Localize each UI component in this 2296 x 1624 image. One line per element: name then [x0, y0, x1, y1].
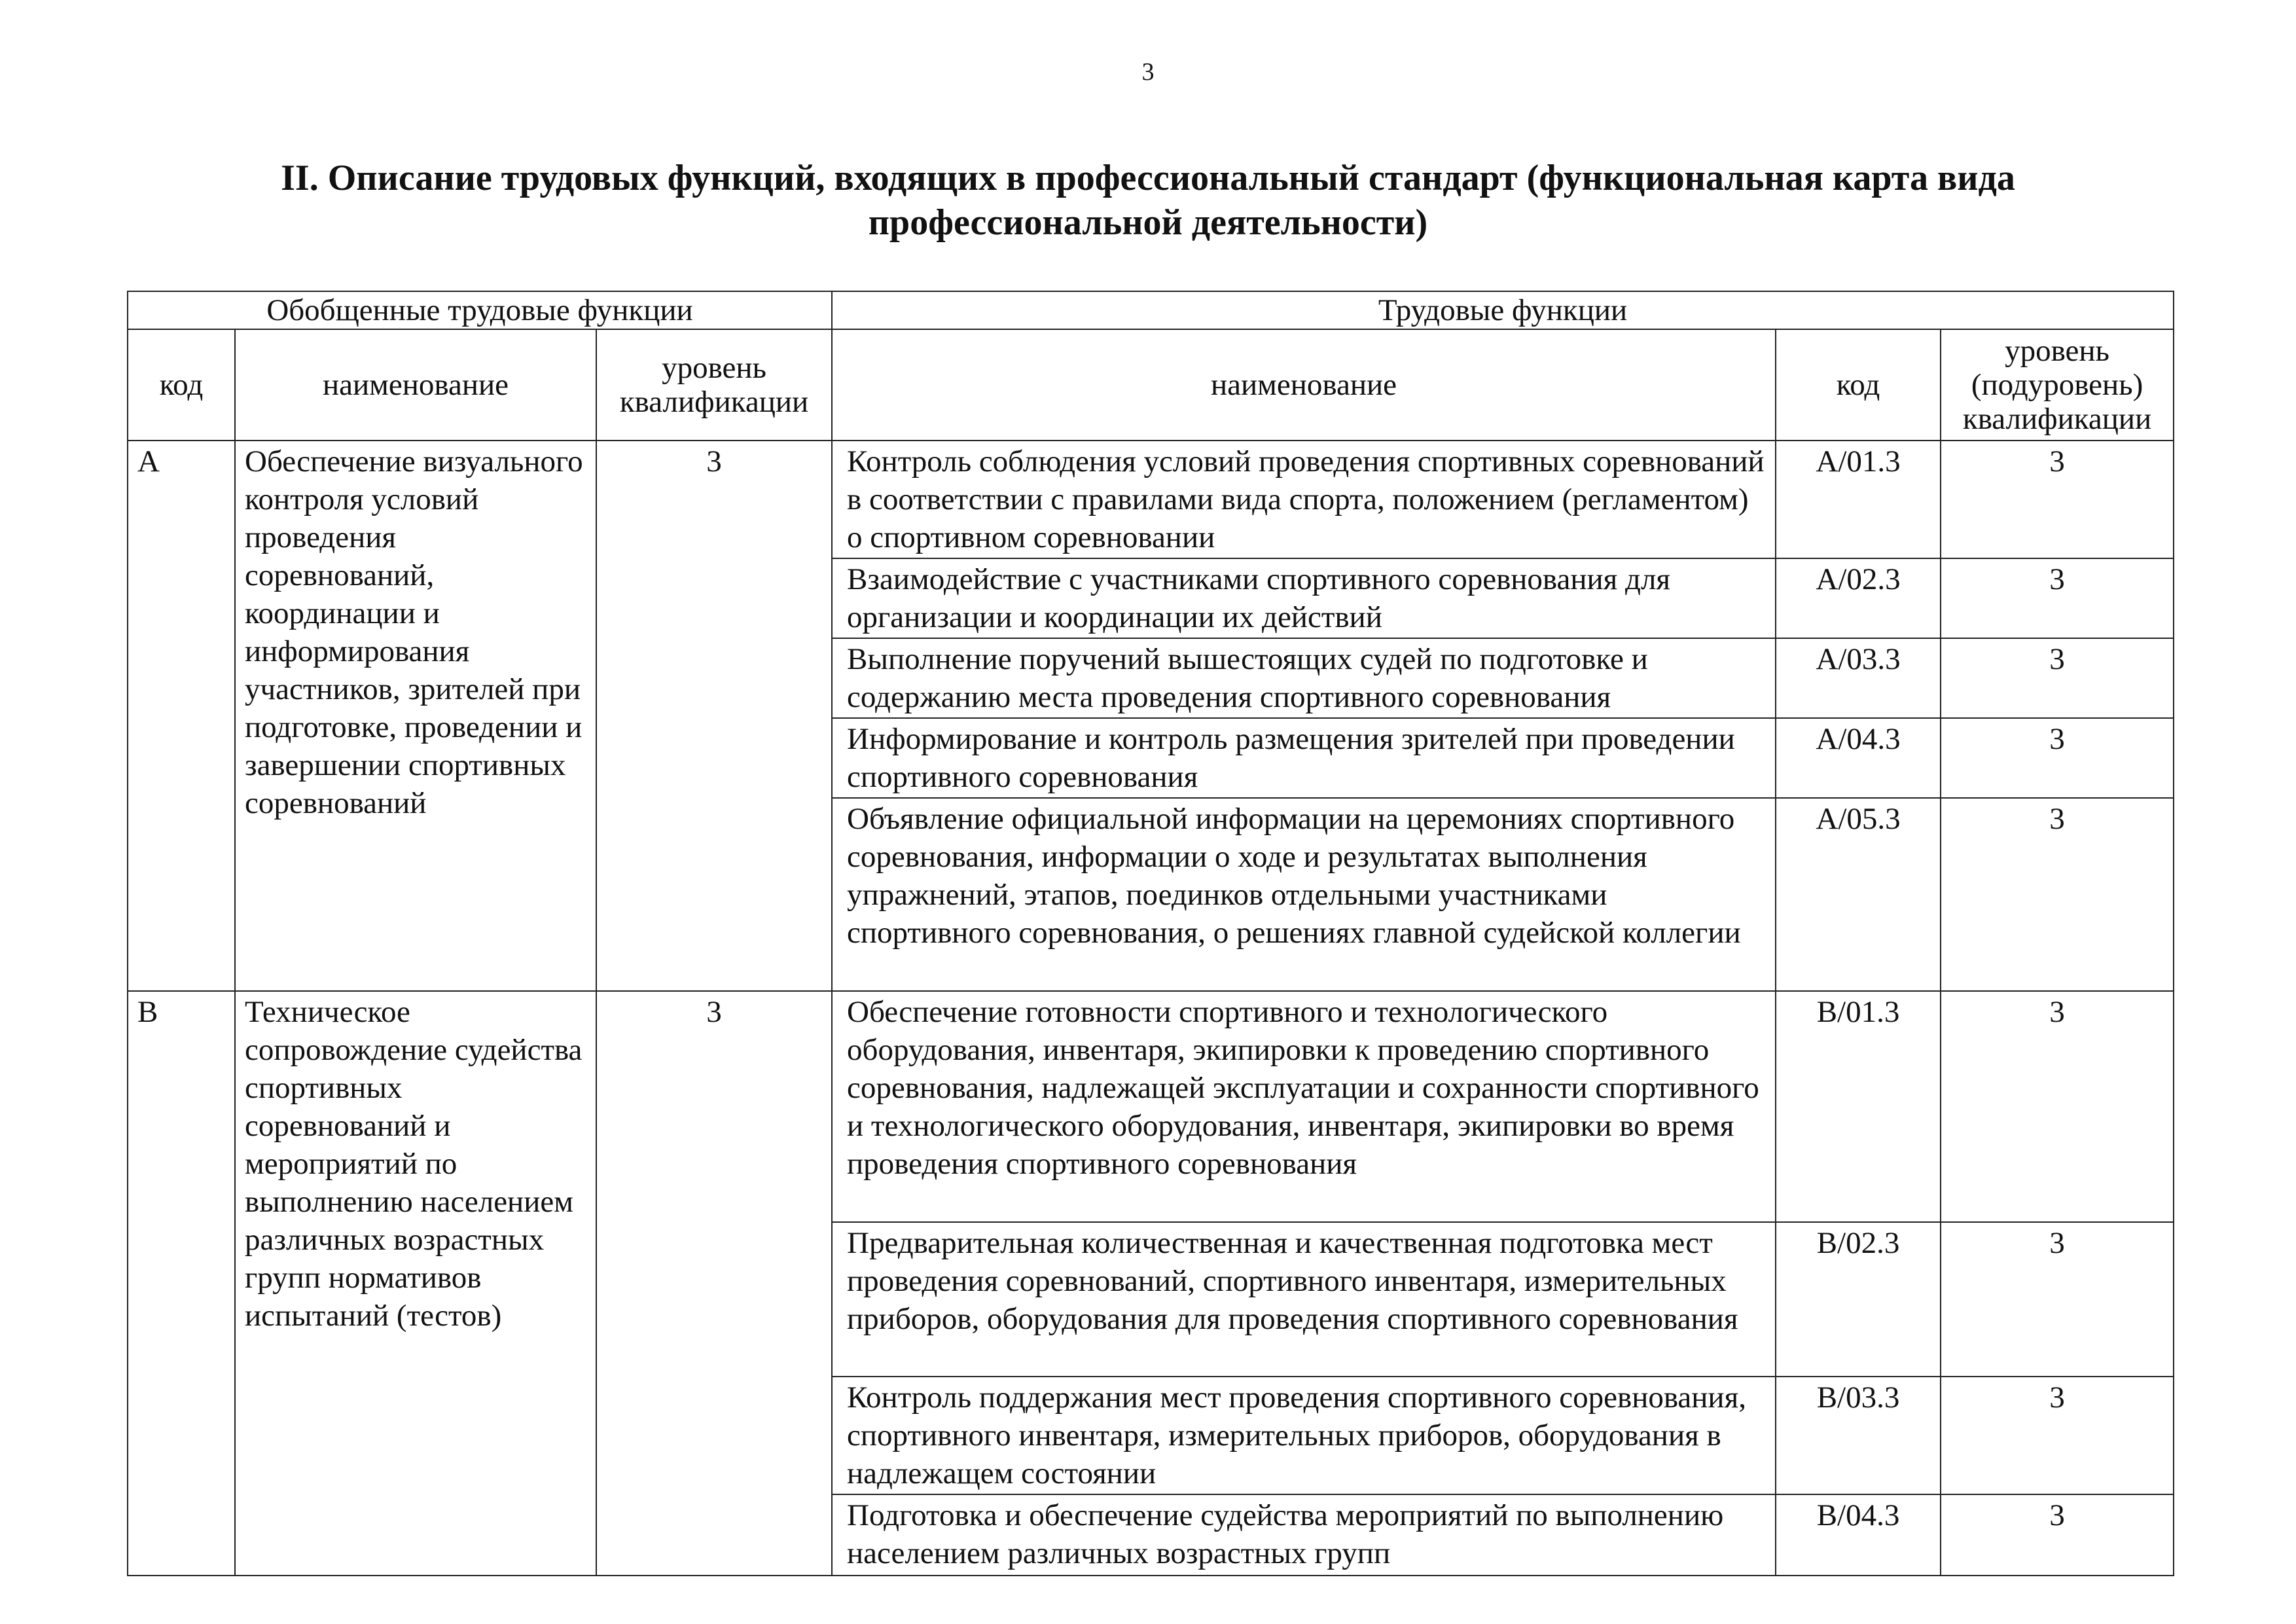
- function-code: A/03.3: [1776, 638, 1941, 718]
- generalized-functions-header: Обобщенные трудовые функции: [128, 291, 832, 329]
- sublevel-header: уровень (подуровень) квалификации: [1941, 329, 2174, 441]
- function-level: 3: [1941, 991, 2174, 1222]
- function-name: Информирование и контроль размещения зрителей при проведении спортивного соревнования: [832, 718, 1776, 798]
- code-header: код: [128, 329, 235, 441]
- table-header-row-1: [128, 291, 2174, 329]
- group-level: 3: [596, 441, 832, 991]
- function-name: Подготовка и обеспечение судейства мероприятий по выполнению населением различных возрастных групп: [832, 1494, 1776, 1576]
- function-name: Выполнение поручений вышестоящих судей по подготовке и содержанию места проведения спортивного соревнования: [832, 638, 1776, 718]
- function-code: A/02.3: [1776, 558, 1941, 638]
- function-name-header: наименование: [832, 329, 1776, 441]
- function-level: 3: [1941, 1377, 2174, 1494]
- level-header: уровень квалификации: [596, 329, 832, 441]
- page-title: II. Описание трудовых функций, входящих в профессиональный стандарт (функциональная карта вида профессиональной деятельности): [281, 158, 2015, 243]
- function-code: B/02.3: [1776, 1222, 1941, 1377]
- table-row: [128, 441, 2174, 558]
- function-code-header: код: [1776, 329, 1941, 441]
- function-level: 3: [1941, 1222, 2174, 1377]
- group-code: B: [128, 991, 235, 1576]
- name-header: наименование: [235, 329, 596, 441]
- function-code: A/04.3: [1776, 718, 1941, 798]
- function-code: A/01.3: [1776, 441, 1941, 558]
- group-name: Обеспечение визуального контроля условий проведения соревнований, координации и информирования участников, зрителей при подготовке, проведении и завершении спортивных соревнований: [235, 441, 596, 991]
- table-row: [128, 991, 2174, 1222]
- function-level: 3: [1941, 558, 2174, 638]
- function-level: 3: [1941, 638, 2174, 718]
- function-level: 3: [1941, 798, 2174, 991]
- function-code: B/04.3: [1776, 1494, 1941, 1576]
- function-code: B/03.3: [1776, 1377, 1941, 1494]
- function-name: Взаимодействие с участниками спортивного соревнования для организации и координации их действий: [832, 558, 1776, 638]
- function-name: Контроль поддержания мест проведения спортивного соревнования, спортивного инвентаря, измерительных приборов, оборудования в надлежащем состоянии: [832, 1377, 1776, 1494]
- group-code: A: [128, 441, 235, 991]
- function-name: Контроль соблюдения условий проведения спортивных соревнований в соответствии с правилами вида спорта, положением (регламентом) о спортивном соревновании: [832, 441, 1776, 558]
- function-name: Предварительная количественная и качественная подготовка мест проведения соревнований, спортивного инвентаря, измерительных приборов, оборудования для проведения спортивного соревнования: [832, 1222, 1776, 1377]
- labor-functions-header: Трудовые функции: [832, 291, 2174, 329]
- table-header-row-2: [128, 329, 2174, 441]
- function-level: 3: [1941, 718, 2174, 798]
- group-level: 3: [596, 991, 832, 1576]
- functional-map-table: [127, 291, 2174, 1576]
- group-name: Техническое сопровождение судейства спортивных соревнований и мероприятий по выполнению населением различных возрастных групп нормативов испытаний (тестов): [235, 991, 596, 1576]
- function-code: B/01.3: [1776, 991, 1941, 1222]
- function-code: A/05.3: [1776, 798, 1941, 991]
- page-number: 3: [1141, 58, 1155, 86]
- function-level: 3: [1941, 441, 2174, 558]
- function-name: Объявление официальной информации на церемониях спортивного соревнования, информации о ходе и результатах выполнения упражнений, этапов, поединков отдельными участниками спортивного соревнования, о решениях главной судейской коллегии: [832, 798, 1776, 991]
- function-level: 3: [1941, 1494, 2174, 1576]
- function-name: Обеспечение готовности спортивного и технологического оборудования, инвентаря, экипировки к проведению спортивного соревнования, надлежащей эксплуатации и сохранности спортивного и технологического оборудования, инвентаря, экипировки во время проведения спортивного соревнования: [832, 991, 1776, 1222]
